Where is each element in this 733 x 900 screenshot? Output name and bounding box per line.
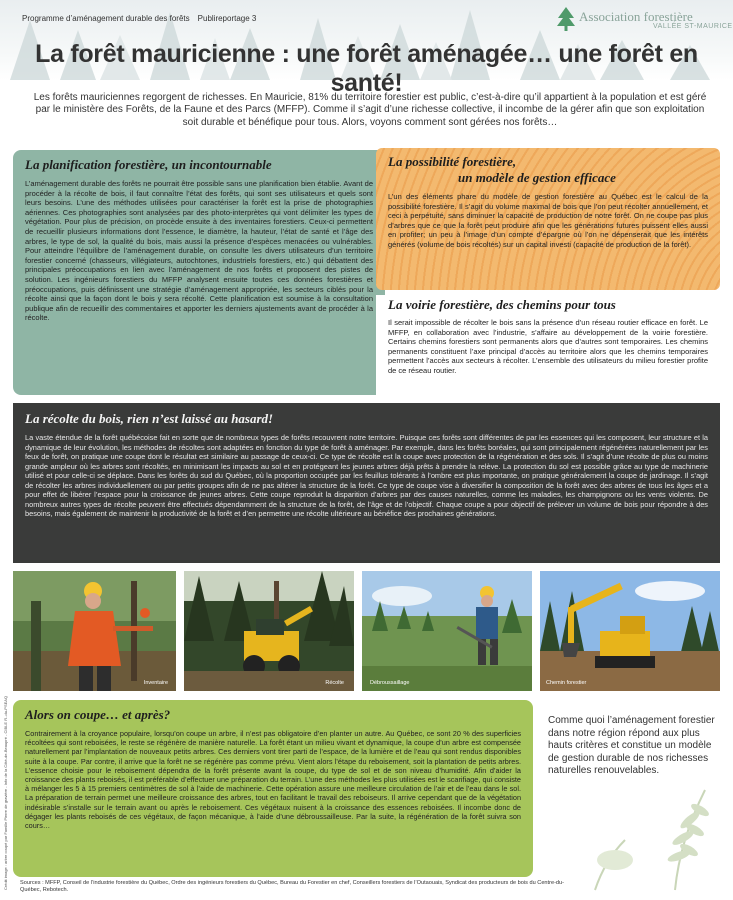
photo-caption-inventaire: Inventaire (143, 680, 168, 686)
planification-body: L’aménagement durable des forêts ne pourrait être possible sans une planification bien établie. Avant de procéder à la récolte de bois, il faut connaître l’état des forêts, qui sont ses utilisateurs et quels sont leurs besoins. L’une des méthodes utilisées pour caractériser la forêt est la prise de photographies aériennes. Ces photographies sont analysées par des photo-interprètes qui vont délimiter les types de végétation. Pour plus de précision, on procède ensuite à des inventaires forestiers. Ceux-ci permettent de recueillir plusieurs informations dont l’essence, le diamètre, la hauteur, l’état de santé et l’âge des arbres, le type de sol, la qualité du bois, mais aussi la présence d’espèces menacées ou vulnérables. Pour atteindre l’équilibre de l’aménagement durable, on consulte les divers utilisateurs d’un territoire forestier concerné (chasseurs, villégiateurs, autochtones, industriels forestiers, etc.) qui débattent des principales préoccupations en lien avec l’aménagement de nos forêts et proposent des pistes de solution. Les ingénieurs forestiers du MFFP analysent ensuite toutes ces données forestières et préoccupations, puis définissent une stratégie d’aménagement appropriée, les secteurs ciblés pour la récolte ainsi que la façon dont le bois y sera récolté. Cette planification est soumise à la consultation publique afin de recueillir des commentaires et apporter les derniers ajustements avant de procéder à la récolte. (25, 179, 373, 323)
logo-name: Association forestière (579, 9, 693, 24)
planification-title: La planification forestière, un incontournable (25, 157, 272, 172)
side-callout: Comme quoi l’aménagement forestier dans notre région répond aux plus hauts critères et constitue un modèle de gestion durable de nos richesses naturelles renouvelables. (548, 715, 715, 777)
voirie-section (376, 295, 720, 395)
photo-caption-debroussaillage: Débroussaillage (370, 680, 410, 686)
association-logo (555, 6, 733, 34)
series-line (22, 14, 256, 23)
possibilite-body: L’un des éléments phare du modèle de gestion forestière au Québec est le calcul de la possibilité forestière. Il s’agit du volume maximal de bois que l’on peut récolter annuellement, et ceci à perpétuité, sans diminuer la capacité de production de notre forêt. On ne coupe pas plus d’arbres que ce que la forêt peut produire afin que les générations futures puissent elles aussi en profiter; un peu à l’image d’un compte d’épargne où l’on ne dépenserait que les intérêts générés (volume de bois récoltés) sur un capital investi (capacité de production de la forêt). (388, 192, 708, 249)
coupe-section (13, 700, 533, 877)
issue-label: Publireportage 3 (197, 14, 257, 23)
page-title: La forêt mauricienne : une forêt aménagée… une forêt en santé! (35, 40, 698, 97)
recolte-body: La vaste étendue de la forêt québécoise fait en sorte que de nombreux types de forêts recouvrent notre territoire. Puisque ces forêts sont différentes de par les essences qui les composent, leur structure et la dynamique de leur évolution, les méthodes de récoltes sont adaptées en fonction du type de forêt à aménager. Par exemple, dans les forêts boréales, qui sont principalement régénérées naturellement par les feux de forêt, on pratique une coupe dont le résultat est similaire au passage de ceux-ci. Ce type de récolte est la coupe avec protection de la régénération et des sols. Il s’agit d’une récolte de plus ou moins grande ampleur où les arbres sont récoltés, en minimisant les impacts au sol et en protégeant les jeunes arbres déjà prêts à prendre la relève. La protection du sol est possible grâce au type de machinerie utilisé et pour celle-ci se déplace. Dans les forêts du sud du Québec, où la proportion occupée par les feuillus tolérants à l’ombre est plus importante, on pratique généralement la coupe de jardinage. Il s’agit de récolter les arbres individuellement ou par petits groupes afin de ne pas altérer la structure de la forêt. Ce type de coupe vise à diversifier la composition de la forêt avec des arbres de tous les âges et a pour effet de libérer l’espace pour la croissance de jeunes arbres. Cette coupe reproduit la disparition d’arbres par des causes naturelles, comme les maladies, les champignons ou les vents violents. De nombreux autres types de récolte peuvent être effectués dépendamment de la structure de la forêt, de l’âge et de l’objectif. Chaque coupe a pour objectif de prélever un volume de bois pour répondre à des besoins, mais également de maintenir la productivité de la forêt et d’en permettre une récolte ultérieure au bénéfice des prochaines générations. (25, 433, 708, 518)
possibilite-section (376, 148, 720, 290)
possibilite-title-line2: un modèle de gestion efficace (458, 170, 616, 185)
photo-credit: Crédit image : arbre coupé par Famille Pierre de gravière - Info de la Côté-de-Beaupré - CIBLE R.-du-PSEAQ (3, 695, 8, 890)
recolte-section (13, 403, 720, 563)
intro-paragraph: Les forêts mauriciennes regorgent de richesses. En Mauricie, 81% du territoire forestier est public, c’est-à-dire qu’il appartient à la population et est géré par le ministère des Forêts, de la Faune et des Parcs (MFFP). Comme il s’agit d’une richesse collective, il incombe de la gérer afin que son exploitation soit durable et bénéfique pour tous. Alors, voyons comment sont gérées nos forêts… (33, 92, 707, 128)
photo-caption-recolte: Récolte (325, 680, 344, 686)
logo-subtitle: VALLÉE ST-MAURICE (653, 23, 733, 30)
excavator-road-photo (540, 571, 720, 691)
coupe-title: Alors on coupe… et après? (25, 707, 171, 722)
voirie-body: Il serait impossible de récolter le bois sans la présence d’un réseau routier efficace en forêt. Le MFFP, en collaboration avec l’industrie, s’affaire au développement de la voirie forestière. Certains chemins forestiers sont permanents alors que d’autres sont temporaires. Les chemins permanents constituent l’axe principal d’accès au territoire alors que les chemins temporaires permettent l’accès aux secteurs à récolter. L’ensemble des utilisateurs du milieu forestier profite de ce réseau routier. (388, 318, 708, 375)
tree-logo-icon (555, 6, 577, 32)
recolte-title: La récolte du bois, rien n’est laissé au hasard! (25, 411, 274, 426)
coupe-body: Contrairement à la croyance populaire, lorsqu’on coupe un arbre, il n’est pas obligatoire d’en planter un autre. Au Québec, ce sont 20 % des superficies récoltées qui sont reboisées, le reste se régénère de manière naturelle. La forêt étant un milieu vivant et dynamique, la coupe d’un arbre est compensée naturellement par l’implantation de nouveaux petits arbres. Ces derniers vont tirer parti de l’espace, de la lumière et de l’eau qui sont rendus disponibles suite à la coupe. Par contre, il arrive que la forêt ne se régénère pas comme prévu. Vient alors l’étape du reboisement, soit la plantation de petits arbres. L’essence choisie pour le reboisement dépendra de la forêt présente avant la coupe, du type de sol et de son niveau d’humidité. Afin d’aider la croissance des plants reboisés, il est préférable d’effectuer une préparation du terrain. L’une des méthodes les plus utilisées est le scarifiage, qui consiste à mélanger les 5 à 15 premiers centimètres de sol à l’aide de machinerie. Cette opération assure une meilleure circulation de l’air et de l’eau dans le sol. La préparation de terrain permet une meilleure croissance des arbres, tout en facilitant le travail des reboiseurs. Il arrive cependant que de la végétation indésirable s’installe sur le terrain avant ou après le reboisement. Ces végétaux nuisent à la croissance des essences reboisées. Il incombe donc de dégager les plants reboisés de ces végétaux, de façon mécanique, à l’aide d’une débroussailleuse. Par la suite, la régénération de la forêt suivra son cours… (25, 729, 521, 831)
brush-cutting-photo (362, 571, 532, 691)
forester-worker-photo (13, 571, 176, 691)
photo-caption-chemin: Chemin forestier (546, 680, 587, 686)
photo-strip (13, 571, 720, 691)
planification-section (13, 150, 385, 395)
series-name: Programme d’aménagement durable des forêts (22, 14, 190, 23)
possibilite-title-line1: La possibilité forestière, (388, 154, 517, 169)
header-banner (0, 0, 733, 97)
fern-illustration-icon (565, 780, 715, 890)
sources-note: Sources : MFFP, Conseil de l’industrie forestière du Québec, Ordre des ingénieurs forestiers du Québec, Bureau du Forestier en chef, Conseillers forestiers de l’Outaouais, Syndicat des producteurs de bois du Centre-du-Québec, Rebotech. (20, 880, 565, 893)
harvester-machine-photo (184, 571, 354, 691)
voirie-title: La voirie forestière, des chemins pour tous (388, 297, 616, 312)
